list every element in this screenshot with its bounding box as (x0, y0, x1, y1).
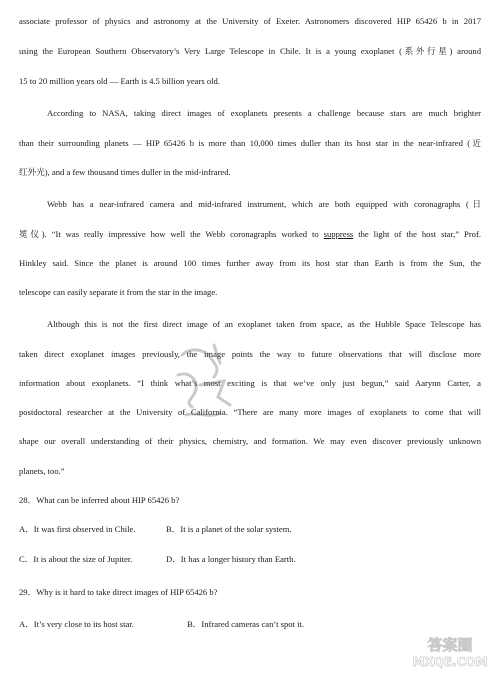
question-29-option-a: A．It’s very close to its host star. (19, 619, 134, 629)
paragraph-3-line-3: Hinkley said. Since the planet is around 100 times further away from its host star than Earth is from the Sun, the (19, 258, 481, 268)
paragraph-4-line-1: Although this is not the first direct image of an exoplanet taken from space, as the Hubble Space Telescope has (47, 319, 481, 329)
paragraph-2-line-1: According to NASA, taking direct images of exoplanets presents a challenge because stars are much brighter (47, 108, 481, 118)
question-28-stem: 28．What can be inferred about HIP 65426 b? (19, 495, 180, 505)
question-28-option-b: B．It is a planet of the solar system. (166, 524, 292, 534)
paragraph-1-line-3: 15 to 20 million years old — Earth is 4.5 billion years old. (19, 76, 220, 86)
paragraph-2-line-2: than their surrounding planets — HIP 65426 b is more than 10,000 times duller than its host star in the near-infrared (近 (19, 138, 481, 148)
paragraph-4-line-3: information about exoplanets. “I think what’s most exciting is that we’ve only just begun,” said Aarynn Carter, a (19, 378, 481, 388)
paragraph-3-line-2-end: the light of the host star,” Prof. (353, 229, 481, 239)
stamp-overlay-icon (170, 335, 240, 425)
paragraph-1-line-1: associate professor of physics and astronomy at the University of Exeter. Astronomers discovered HIP 65426 b in 2017 (19, 16, 481, 26)
question-28-option-c: C．It is about the size of Jupiter. (19, 554, 133, 564)
watermark-line-1: 答案圈 (427, 636, 473, 654)
paragraph-4-line-4: postdoctoral researcher at the University of California. “There are many more images of exoplanets to come that will (19, 407, 481, 417)
underlined-word-suppress: suppress (323, 229, 354, 239)
paragraph-3-line-2-start: 冕仪). “It was really impressive how well the Webb coronagraphs worked to (19, 229, 324, 239)
watermark-line-2: MXQE.COM (412, 655, 488, 669)
paragraph-3-line-2 (19, 228, 481, 240)
question-28-option-a: A．It was first observed in Chile. (19, 524, 136, 534)
paragraph-1-line-2: using the European Southern Observatory’s Very Large Telescope in Chile. It is a young exoplanet (系外行星) around (19, 46, 481, 56)
paragraph-4-line-6: planets, too.” (19, 466, 65, 476)
paragraph-4-line-5: shape our overall understanding of their physics, chemistry, and formation. We may even discover previously unknown (19, 436, 481, 446)
watermark-logo-icon (404, 633, 496, 671)
question-29-stem: 29．Why is it hard to take direct images of HIP 65426 b? (19, 587, 218, 597)
paragraph-4-line-2: taken direct exoplanet images previously, the image points the way to future observations that will disclose more (19, 349, 481, 359)
paragraph-2-line-3: 红外光), and a few thousand times duller in the mid-infrared. (19, 167, 231, 177)
paragraph-3-line-1: Webb has a near-infrared camera and mid-infrared instrument, which are both equipped with coronagraphs (日 (47, 199, 481, 209)
question-28-option-d: D．It has a longer history than Earth. (166, 554, 296, 564)
paragraph-3-line-4: telescope can easily separate it from the star in the image. (19, 287, 218, 297)
question-29-option-b: B．Infrared cameras can’t spot it. (187, 619, 305, 629)
